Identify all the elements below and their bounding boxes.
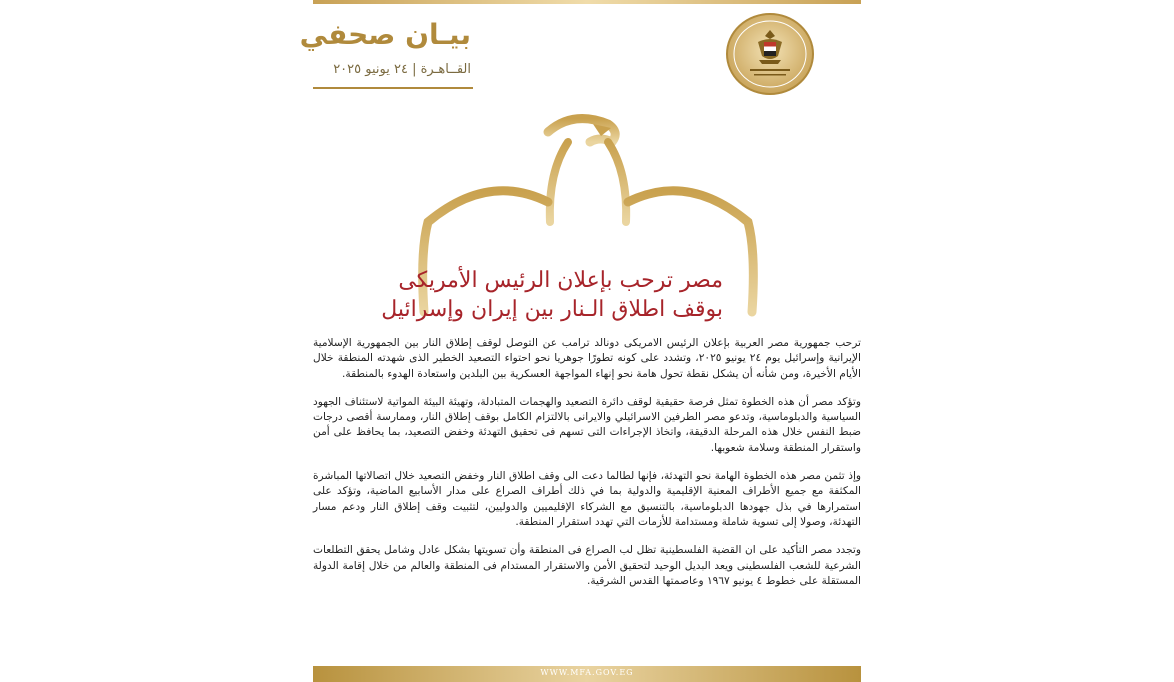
ministry-seal-icon	[725, 12, 815, 96]
paragraph: وتؤكد مصر أن هذه الخطوة تمثل فرصة حقيقية لوقف دائرة التصعيد والهجمات المتبادلة، وتهيئة البيئة المواتية لاستئناف الجهود السياسية والدبلوماسية، وتدعو مصر الطرفين الاسرائيلي والايرانى بالالتزام الكامل بوقف إطلاق النار، وممارسة أقصى درجات ضبط النفس خلال هذه المرحلة الدقيقة، واتخاذ الإجراءات التى تسهم فى تحقيق التهدئة وخفض التصعيد، بما يحافظ على أمن واستقرار المنطقة وسلامة شعوبها.	[313, 395, 861, 454]
paragraph: ترحب جمهورية مصر العربية بإعلان الرئيس الامريكى دونالد ترامب عن التوصل لوقف إطلاق النار بين الجمهورية الإسلامية الإيرانية وإسرائيل يوم ٢٤ يونيو ٢٠٢٥، وتشدد على كونه تطورًا جوهريا نحو احتواء التصعيد الخطير الذى شهدته المنطقة خلال الأيام الأخيرة، ومن شأنه أن يشكل نقطة تحول هامة نحو إنهاء المواجهة العسكرية بين البلدين واستعادة الهدوء بالمنطقة.	[313, 337, 861, 380]
press-release-page	[299, 0, 861, 682]
footer-url: WWW.MFA.GOV.EG	[540, 668, 634, 677]
title-divider	[313, 87, 473, 89]
headline-line-2: بوقف اطلاق الـنار بين إيران وإسرائيل	[381, 297, 723, 322]
top-gold-strip	[313, 0, 861, 4]
paragraph: وإذ تثمن مصر هذه الخطوة الهامة نحو التهدئة، فإنها لطالما دعت الى وقف اطلاق النار وخفض التصعيد خلال اتصالاتها المباشرة المكثفة مع جميع الأطراف المعنية الإقليمية والدولية بما في ذلك أطراف الصراع على مدار الأسابيع الماضية، وتؤكد على استمرارها في بذل جهودها الدبلوماسية، بالتنسيق مع الشركاء الإقليميين والدوليين، لتثبيت وقف إطلاق النار ودعم مسار التهدئة، وصولا إلى تسوية شاملة ومستدامة للأزمات التي تهدد استقرار المنطقة.	[313, 470, 861, 528]
paragraph: وتجدد مصر التأكيد على ان القضية الفلسطينية تظل لب الصراع فى المنطقة وأن تسويتها بشكل عادل وشامل يحقق التطلعات الشرعية للشعب الفلسطينى ويعد البديل الوحيد لتحقيق الأمن والاستقرار المستدام فى المنطقة والعالم من خلال إقامة الدولة المستقلة على خطوط ٤ يونيو ١٩٦٧ وعاصمتها القدس الشرقية.	[313, 544, 861, 587]
dateline: القــاهـرة | ٢٤ يونيو ٢٠٢٥	[333, 62, 471, 77]
statement-body	[313, 336, 861, 602]
headline-line-1: مصر ترحب بإعلان الرئيس الأمريكى	[398, 268, 723, 293]
document-title: بيـان صحفي	[299, 18, 471, 51]
